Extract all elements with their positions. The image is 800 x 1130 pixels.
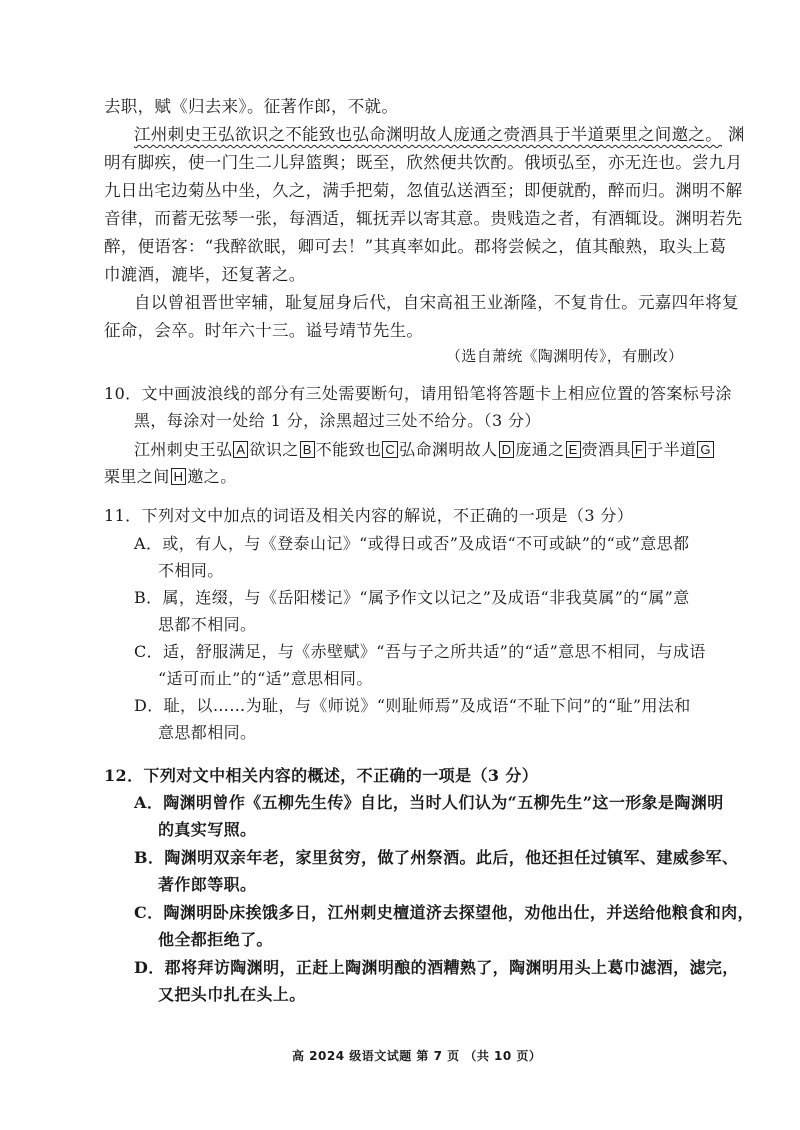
- answer-box-e: E: [566, 441, 581, 458]
- passage-line: 去职，赋《归去来》。征著作郎，不就。: [104, 97, 399, 116]
- q11-option-a-cont: 不相同。: [158, 561, 224, 580]
- q12-option-c-cont: 他全都拒绝了。: [158, 930, 273, 949]
- passage-line: 九日出宅边菊丛中坐，久之，满手把菊，忽值弘送酒至；即便就酌，醉而归。渊明不解: [104, 181, 743, 200]
- answer-box-a: A: [233, 441, 248, 458]
- answer-box-d: D: [499, 441, 515, 458]
- q10-segment-line: [134, 440, 715, 460]
- q10-seg: 庞通之: [515, 440, 565, 459]
- passage-line: 明有脚疾，使一门生二儿舁篮舆；既至，欣然便共饮酌。俄顷弘至，亦无迕也。尝九月: [104, 153, 743, 172]
- passage-line: 自以曾祖晋世宰辅，耻复屈身后代，自宋高祖王业渐隆，不复肯仕。元嘉四年将复: [134, 293, 739, 312]
- q12-option-d-cont: 又把头巾扎在头上。: [158, 985, 306, 1004]
- q10-seg: 栗里之间: [104, 467, 170, 486]
- passage-line: 巾漉酒，漉毕，还复著之。: [104, 265, 306, 284]
- q12-option-d: D．郡将拜访陶渊明，正赶上陶渊明酿的酒糟熟了，陶渊明用头上葛巾滤酒，滤完，: [134, 958, 739, 977]
- q10-seg: 不能致也: [315, 440, 382, 459]
- q11-option-d-cont: 意思都相同。: [158, 723, 257, 742]
- q10-seg: 邀之。: [187, 467, 237, 486]
- q10-stem: 10．文中画波浪线的部分有三处需要断句，请用铅笔将答题卡上相应位置的答案标号涂: [104, 384, 732, 403]
- passage-line-tail: 渊: [728, 125, 745, 144]
- page-footer: 高 2024 级语文试题 第 7 页 （共 10 页）: [292, 1049, 542, 1063]
- answer-box-g: G: [697, 441, 714, 458]
- q12-option-c: C．陶渊明卧床挨饿多日，江州刺史檀道济去探望他，劝他出仕，并送给他粮食和肉，: [134, 903, 754, 922]
- passage-line: 音律，而蓄无弦琴一张，每酒适，辄抚弄以寄其意。贵贱造之者，有酒辄设。渊明若先: [104, 209, 743, 228]
- passage-source: （选自萧统《陶渊明传》，有删改）: [446, 347, 684, 365]
- q11-stem: 11．下列对文中加点的词语及相关内容的解说，不正确的一项是（3 分）: [104, 506, 634, 525]
- q10-segment-line-2: [104, 467, 237, 487]
- q10-seg: 赍酒具: [581, 440, 631, 459]
- q12-option-b: B．陶渊明双亲年老，家里贫穷，做了州祭酒。此后，他还担任过镇军、建威参军、: [134, 848, 739, 867]
- passage-marked-line: [134, 125, 745, 145]
- q10-seg: 江州刺史王弘: [134, 440, 233, 459]
- q11-option-c: C．适，舒服满足，与《赤壁赋》“吾与子之所共适”的“适”意思不相同，与成语: [134, 642, 706, 661]
- q12-stem: 12．下列对文中相关内容的概述，不正确的一项是（3 分）: [104, 766, 539, 785]
- q12-option-a-cont: 的真实写照。: [158, 820, 257, 839]
- q10-stem-cont: 黑，每涂对一处给 1 分，涂黑超过三处不给分。（3 分）: [134, 411, 541, 430]
- passage-line: 征命，会卒。时年六十三。谥号靖节先生。: [104, 321, 424, 340]
- q11-option-b-cont: 思都不相同。: [158, 615, 257, 634]
- q10-seg: 于半道: [647, 440, 697, 459]
- answer-box-f: F: [632, 441, 646, 458]
- q11-option-c-cont: “适可而止”的“适”意思相同。: [158, 669, 373, 688]
- q11-option-a: A．或，有人，与《登泰山记》“或得日或否”及成语“不可或缺”的“或”意思都: [134, 534, 690, 553]
- q10-seg: 弘命渊明故人: [399, 440, 498, 459]
- q11-option-d: D．耻，以……为耻，与《师说》“则耻师焉”及成语“不耻下问”的“耻”用法和: [134, 696, 691, 715]
- answer-box-b: B: [300, 441, 315, 458]
- answer-box-c: C: [382, 441, 398, 458]
- q12-option-a: A．陶渊明曾作《五柳先生传》自比，当时人们认为“五柳先生”这一形象是陶渊明: [134, 793, 724, 812]
- answer-box-h: H: [171, 468, 187, 485]
- passage-line: 醉，便语客：“我醉欲眠，卿可去！”其真率如此。郡将尝候之，值其酿熟，取头上葛: [104, 237, 727, 256]
- wavy-underlined-text: 江州刺史王弘欲识之不能致也弘命渊明故人庞通之赍酒具于半道栗里之间邀之。: [134, 125, 722, 144]
- q12-option-b-cont: 著作郎等职。: [158, 875, 257, 894]
- q10-seg: 欲识之: [249, 440, 299, 459]
- q11-option-b: B．属，连缀，与《岳阳楼记》“属予作文以记之”及成语“非我莫属”的“属”意: [134, 588, 690, 607]
